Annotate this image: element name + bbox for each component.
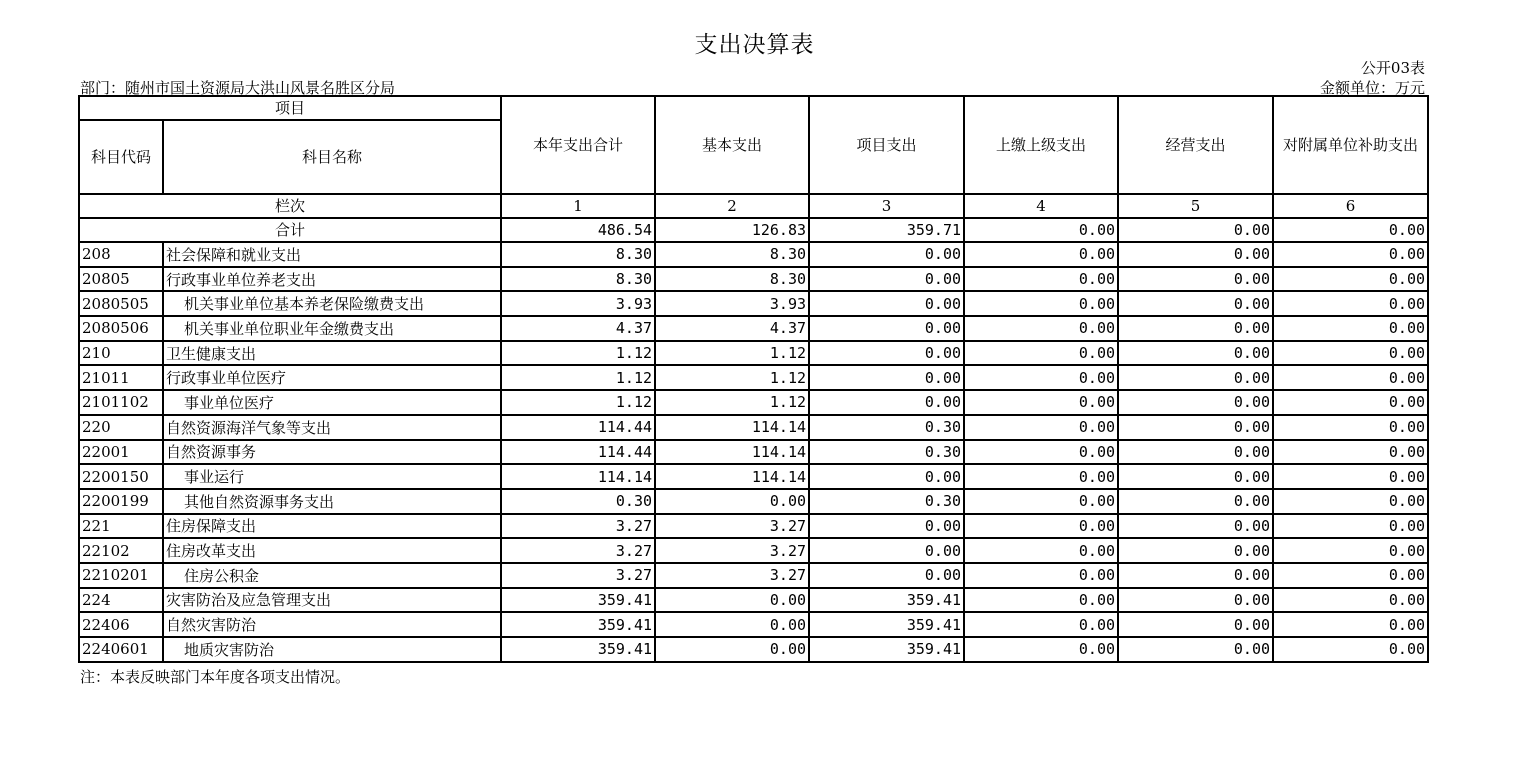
table-row: [79, 267, 1428, 292]
amount-cell: 0.00: [1273, 390, 1428, 415]
header-operating-expenditure: 经营支出: [1118, 96, 1273, 194]
amount-cell: 0.00: [964, 267, 1118, 292]
amount-cell: 0.00: [655, 637, 809, 662]
amount-cell: 359.41: [809, 637, 964, 662]
unit-label: 金额单位：万元: [1319, 79, 1425, 97]
amount-cell: 0.00: [1273, 464, 1428, 489]
amount-cell: 359.41: [501, 637, 655, 662]
subject-name: 地质灾害防治: [163, 637, 501, 662]
amount-cell: 0.00: [1118, 563, 1273, 588]
table-row: [79, 341, 1428, 366]
amount-cell: 0.00: [1273, 514, 1428, 539]
amount-cell: 3.27: [501, 563, 655, 588]
subject-code: 221: [79, 514, 163, 539]
table-row: [79, 612, 1428, 637]
subject-name: 行政事业单位养老支出: [163, 267, 501, 292]
amount-cell: 359.41: [501, 612, 655, 637]
amount-cell: 0.00: [809, 390, 964, 415]
index-1: 1: [501, 194, 655, 218]
amount-cell: 0.00: [1118, 489, 1273, 514]
index-3: 3: [809, 194, 964, 218]
header-total-expenditure: 本年支出合计: [501, 96, 655, 194]
amount-cell: 0.00: [1273, 415, 1428, 440]
amount-cell: 4.37: [655, 316, 809, 341]
amount-cell: 0.30: [809, 440, 964, 465]
subject-name: 事业运行: [163, 464, 501, 489]
subject-code: 2080505: [79, 291, 163, 316]
amount-cell: 0.00: [809, 563, 964, 588]
index-2: 2: [655, 194, 809, 218]
table-row: [79, 588, 1428, 613]
amount-cell: 0.00: [964, 440, 1118, 465]
subject-name: 其他自然资源事务支出: [163, 489, 501, 514]
amount-cell: 8.30: [655, 242, 809, 267]
amount-cell: 0.00: [1273, 563, 1428, 588]
index-4: 4: [964, 194, 1118, 218]
amount-cell: 0.00: [964, 316, 1118, 341]
total-value: 126.83: [655, 218, 809, 242]
amount-cell: 3.27: [501, 514, 655, 539]
amount-cell: 0.00: [1118, 267, 1273, 292]
subject-name: 灾害防治及应急管理支出: [163, 588, 501, 613]
amount-cell: 0.00: [1273, 316, 1428, 341]
subject-code: 2240601: [79, 637, 163, 662]
amount-cell: 114.44: [501, 440, 655, 465]
amount-cell: 0.00: [655, 588, 809, 613]
amount-cell: 0.00: [1118, 341, 1273, 366]
total-value: 0.00: [1118, 218, 1273, 242]
subject-code: 2210201: [79, 563, 163, 588]
subject-code: 224: [79, 588, 163, 613]
amount-cell: 114.14: [501, 464, 655, 489]
amount-cell: 114.14: [655, 440, 809, 465]
amount-cell: 0.00: [964, 612, 1118, 637]
subject-code: 220: [79, 415, 163, 440]
table-row: [79, 563, 1428, 588]
subject-code: 2200150: [79, 464, 163, 489]
table-row: [79, 316, 1428, 341]
table-row: [79, 365, 1428, 390]
header-remit-expenditure: 上缴上级支出: [964, 96, 1118, 194]
table-row: [79, 637, 1428, 662]
subject-code: 22406: [79, 612, 163, 637]
amount-cell: 1.12: [655, 341, 809, 366]
subject-code: 210: [79, 341, 163, 366]
subject-name: 住房公积金: [163, 563, 501, 588]
amount-cell: 0.00: [1273, 291, 1428, 316]
amount-cell: 0.00: [1273, 612, 1428, 637]
department-label: 部门：随州市国土资源局大洪山风景名胜区分局: [80, 79, 396, 97]
amount-cell: 0.00: [1118, 464, 1273, 489]
header-row-index: 栏次: [79, 194, 501, 218]
amount-cell: 3.27: [655, 538, 809, 563]
amount-cell: 0.00: [1118, 514, 1273, 539]
amount-cell: 3.93: [501, 291, 655, 316]
amount-cell: 0.00: [964, 341, 1118, 366]
amount-cell: 0.00: [1118, 588, 1273, 613]
total-value: 0.00: [964, 218, 1118, 242]
amount-cell: 0.00: [809, 341, 964, 366]
index-6: 6: [1273, 194, 1428, 218]
amount-cell: 0.00: [1273, 267, 1428, 292]
amount-cell: 0.00: [1273, 588, 1428, 613]
subject-code: 2200199: [79, 489, 163, 514]
table-row: [79, 464, 1428, 489]
subject-code: 2101102: [79, 390, 163, 415]
table-row: [79, 538, 1428, 563]
page-title: 支出决算表: [694, 32, 815, 58]
amount-cell: 0.00: [1118, 242, 1273, 267]
table-row: [79, 415, 1428, 440]
expenditure-table: [78, 95, 1429, 663]
amount-cell: 0.00: [809, 291, 964, 316]
subject-code: 20805: [79, 267, 163, 292]
header-basic-expenditure: 基本支出: [655, 96, 809, 194]
amount-cell: 0.00: [1273, 637, 1428, 662]
amount-cell: 0.00: [964, 588, 1118, 613]
total-value: 0.00: [1273, 218, 1428, 242]
amount-cell: 0.00: [1118, 316, 1273, 341]
amount-cell: 0.00: [1118, 440, 1273, 465]
amount-cell: 8.30: [655, 267, 809, 292]
amount-cell: 0.00: [964, 365, 1118, 390]
amount-cell: 0.00: [1118, 538, 1273, 563]
amount-cell: 0.00: [1118, 291, 1273, 316]
header-subsidy-expenditure: 对附属单位补助支出: [1273, 96, 1428, 194]
amount-cell: 359.41: [501, 588, 655, 613]
subject-name: 行政事业单位医疗: [163, 365, 501, 390]
subject-code: 21011: [79, 365, 163, 390]
subject-name: 机关事业单位职业年金缴费支出: [163, 316, 501, 341]
header-name: 科目名称: [163, 120, 501, 194]
amount-cell: 0.00: [1273, 440, 1428, 465]
amount-cell: 0.00: [655, 612, 809, 637]
amount-cell: 0.00: [1118, 390, 1273, 415]
amount-cell: 0.00: [964, 242, 1118, 267]
amount-cell: 0.00: [809, 267, 964, 292]
amount-cell: 3.27: [655, 514, 809, 539]
amount-cell: 114.14: [655, 415, 809, 440]
amount-cell: 0.00: [964, 464, 1118, 489]
amount-cell: 3.27: [655, 563, 809, 588]
amount-cell: 1.12: [501, 365, 655, 390]
subject-name: 社会保障和就业支出: [163, 242, 501, 267]
amount-cell: 0.00: [1273, 489, 1428, 514]
amount-cell: 0.00: [1118, 637, 1273, 662]
subject-name: 住房保障支出: [163, 514, 501, 539]
amount-cell: 0.00: [1118, 612, 1273, 637]
total-value: 486.54: [501, 218, 655, 242]
amount-cell: 1.12: [501, 341, 655, 366]
table-row: [79, 242, 1428, 267]
header-item: 项目: [79, 96, 501, 120]
table-body: [79, 242, 1428, 662]
amount-cell: 0.00: [964, 514, 1118, 539]
form-number: 公开03表: [1360, 59, 1425, 77]
subject-name: 自然资源事务: [163, 440, 501, 465]
amount-cell: 0.30: [501, 489, 655, 514]
total-label: 合计: [79, 218, 501, 242]
amount-cell: 0.00: [1273, 242, 1428, 267]
amount-cell: 0.00: [809, 242, 964, 267]
amount-cell: 0.00: [1273, 538, 1428, 563]
table-row: [79, 291, 1428, 316]
subject-code: 22001: [79, 440, 163, 465]
subject-name: 住房改革支出: [163, 538, 501, 563]
amount-cell: 0.00: [1118, 365, 1273, 390]
amount-cell: 0.00: [655, 489, 809, 514]
amount-cell: 0.00: [964, 637, 1118, 662]
total-value: 359.71: [809, 218, 964, 242]
amount-cell: 8.30: [501, 242, 655, 267]
amount-cell: 0.00: [964, 489, 1118, 514]
footnote: 注：本表反映部门本年度各项支出情况。: [80, 668, 351, 686]
amount-cell: 114.14: [655, 464, 809, 489]
amount-cell: 0.00: [1118, 415, 1273, 440]
amount-cell: 1.12: [501, 390, 655, 415]
index-5: 5: [1118, 194, 1273, 218]
subject-name: 机关事业单位基本养老保险缴费支出: [163, 291, 501, 316]
amount-cell: 0.00: [964, 538, 1118, 563]
amount-cell: 3.27: [501, 538, 655, 563]
subject-name: 自然灾害防治: [163, 612, 501, 637]
amount-cell: 0.00: [1273, 365, 1428, 390]
amount-cell: 0.00: [964, 563, 1118, 588]
table-row: [79, 514, 1428, 539]
subject-name: 自然资源海洋气象等支出: [163, 415, 501, 440]
amount-cell: 0.00: [809, 316, 964, 341]
amount-cell: 114.44: [501, 415, 655, 440]
amount-cell: 4.37: [501, 316, 655, 341]
subject-name: 事业单位医疗: [163, 390, 501, 415]
total-row: [79, 218, 1428, 242]
subject-code: 22102: [79, 538, 163, 563]
amount-cell: 0.00: [964, 390, 1118, 415]
amount-cell: 0.00: [964, 415, 1118, 440]
amount-cell: 8.30: [501, 267, 655, 292]
amount-cell: 0.00: [964, 291, 1118, 316]
amount-cell: 359.41: [809, 612, 964, 637]
amount-cell: 0.00: [1273, 341, 1428, 366]
amount-cell: 0.30: [809, 489, 964, 514]
amount-cell: 0.30: [809, 415, 964, 440]
header-project-expenditure: 项目支出: [809, 96, 964, 194]
amount-cell: 1.12: [655, 365, 809, 390]
header-code: 科目代码: [79, 120, 163, 194]
amount-cell: 0.00: [809, 365, 964, 390]
amount-cell: 1.12: [655, 390, 809, 415]
table-row: [79, 390, 1428, 415]
table-row: [79, 440, 1428, 465]
amount-cell: 0.00: [809, 538, 964, 563]
table-row: [79, 489, 1428, 514]
amount-cell: 359.41: [809, 588, 964, 613]
subject-name: 卫生健康支出: [163, 341, 501, 366]
subject-code: 208: [79, 242, 163, 267]
amount-cell: 0.00: [809, 514, 964, 539]
amount-cell: 0.00: [809, 464, 964, 489]
subject-code: 2080506: [79, 316, 163, 341]
amount-cell: 3.93: [655, 291, 809, 316]
